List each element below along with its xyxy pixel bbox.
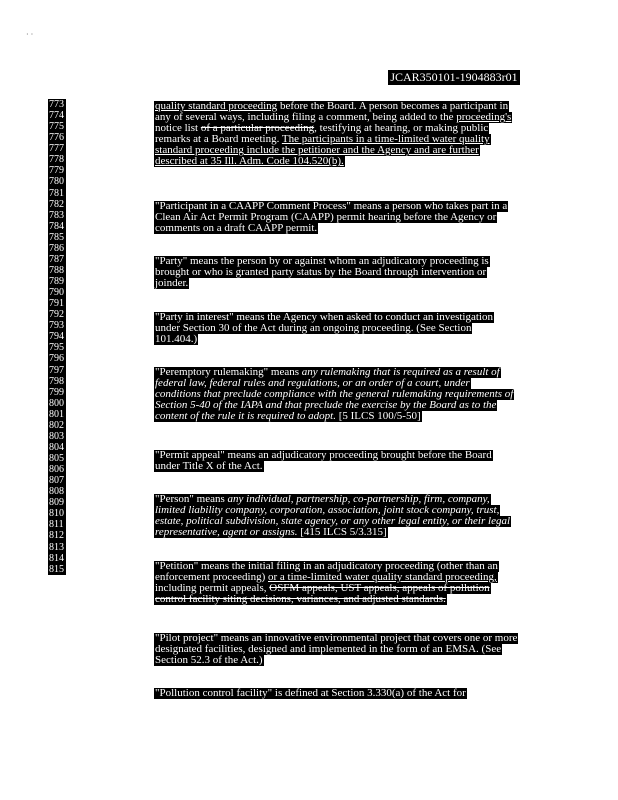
statutory-text: as to the — [456, 399, 497, 412]
text-run: remarks at a Board meeting. — [155, 133, 282, 146]
statutory-text: conditions that preclude compliance with the general rulemaking requirements of — [155, 388, 514, 401]
text-run: before the Board. A person becomes a participant in — [277, 100, 509, 112]
text-line: under Section 30 of the Act during an ongoing proceeding. (See Section — [155, 322, 472, 335]
line-number: 796 — [49, 353, 64, 365]
text-line: "Pilot project" means an innovative environmental project that covers one or more — [155, 632, 518, 644]
inserted-text: The participants in a time-limited water quality — [281, 133, 490, 146]
statutory-text: Section 5-40 of the IAPA and that preclude the exercise by the Board — [155, 399, 457, 412]
deleted-text: of a particular proceeding — [200, 122, 315, 135]
line-number: 810 — [49, 508, 64, 520]
paragraph-participant-caapp — [154, 199, 508, 235]
inserted-text: described at 35 Ill. Adm. Code 104.520(b). — [155, 155, 344, 168]
line-number: 783 — [49, 209, 64, 221]
line-number: 789 — [49, 276, 64, 287]
text-run: "Peremptory rulemaking" means — [155, 366, 302, 378]
text-line: joinder. — [155, 277, 189, 290]
text-line: "Party" means the person by or against whom an adjudicatory proceeding is — [155, 255, 489, 267]
text-line: "Permit appeal" means an adjudicatory proceeding brought before the Board — [155, 449, 492, 461]
paragraph-petition — [154, 559, 499, 606]
line-number: 802 — [49, 419, 64, 431]
statutory-text: federal law, federal rules and regulations, or an order of a court, under — [155, 377, 470, 390]
text-run: including permit appeals, — [155, 582, 270, 595]
line-number: 790 — [49, 287, 64, 299]
citation: [415 ILCS 5/3.315] — [297, 526, 387, 539]
line-number: 795 — [49, 342, 64, 354]
line-number: 814 — [49, 552, 64, 564]
line-number: 812 — [49, 530, 64, 542]
paragraph-pollution-control-facility — [154, 686, 509, 697]
text-line: "Participant in a CAAPP Comment Process" means a person who takes part in a — [155, 200, 508, 212]
text-run: , testifying at hearing, or making public — [314, 122, 489, 135]
scan-specks: · · — [26, 30, 34, 39]
line-number: 792 — [49, 309, 64, 321]
text-line: "Petition" means the initial filing in an adjudicatory proceeding (other than an — [155, 560, 498, 572]
text-line: brought or who is granted party status by the Board through intervention or — [155, 266, 487, 279]
text-line: "Pollution control facility" is defined at Section 3.330(a) of the Act for — [155, 687, 466, 699]
line-number: 778 — [49, 154, 64, 166]
line-number: 805 — [49, 453, 64, 464]
text-line: Section 52.3 of the Act.) — [155, 654, 263, 667]
line-number: 785 — [49, 231, 64, 243]
line-number: 779 — [49, 165, 64, 177]
citation: [5 ILCS 100/5-50] — [335, 410, 421, 423]
statutory-text: representative, agent or assigns. — [155, 526, 298, 539]
line-number: 808 — [49, 486, 64, 498]
line-number: 798 — [49, 375, 64, 387]
paragraph-party — [154, 254, 490, 290]
line-number: 782 — [49, 198, 64, 210]
inserted-text: proceeding's — [456, 111, 512, 124]
line-number: 815 — [49, 563, 64, 575]
line-number: 801 — [49, 408, 64, 420]
paragraph-party-in-interest — [154, 310, 494, 346]
line-number: 786 — [49, 242, 64, 254]
deleted-text: OSFM appeals, UST appeals, appeals of pollution — [269, 582, 490, 595]
text-run: notice list — [155, 122, 201, 135]
paragraph-peremptory-rulemaking — [154, 365, 514, 423]
line-number: 811 — [49, 519, 64, 531]
line-number: 809 — [49, 497, 64, 509]
text-line: Clean Air Act Permit Program (CAAPP) permit hearing before the Agency or — [155, 211, 497, 224]
text-line: comments on a draft CAAPP permit. — [155, 222, 318, 235]
paragraph-permit-appeal — [154, 448, 493, 473]
statutory-text: content of the rule it is required to adopt. — [155, 410, 336, 423]
line-number: 774 — [49, 110, 64, 122]
text-line: 101.404.) — [155, 333, 198, 346]
line-number: 776 — [49, 132, 64, 144]
statutory-text: estate, political subdivision, state agency, or any other legal entity, or their legal — [155, 515, 511, 528]
line-number: 797 — [49, 364, 64, 376]
statutory-text: any rulemaking that is required as a result of — [301, 366, 500, 378]
line-number: 803 — [49, 430, 64, 442]
line-number: 793 — [49, 320, 64, 332]
line-number: 807 — [49, 475, 64, 487]
inserted-text: quality standard proceeding — [155, 100, 278, 112]
line-number-gutter — [48, 99, 66, 575]
line-number: 781 — [49, 187, 64, 199]
text-run: enforcement proceeding) — [155, 571, 268, 584]
statutory-text: limited liability company, corporation, association, joint stock company, trust, — [155, 504, 500, 517]
line-number: 799 — [49, 386, 64, 398]
line-number: 800 — [49, 397, 64, 409]
line-number: 780 — [49, 176, 64, 188]
line-number: 787 — [49, 253, 64, 265]
line-number: 804 — [49, 441, 64, 453]
line-number: 791 — [49, 298, 64, 310]
paragraph-pilot-project — [154, 631, 518, 667]
line-number: 775 — [49, 121, 64, 133]
text-line: designated facilities, designed and implemented in the form of an EMSA. (See — [155, 643, 502, 656]
faded-text: purposes — [468, 687, 508, 699]
line-number: 806 — [49, 464, 64, 476]
text-line: "Party in interest" means the Agency when asked to conduct an investigation — [155, 311, 493, 323]
inserted-text: or a time-limited water quality standard proceeding, — [268, 571, 497, 584]
line-number: 794 — [49, 331, 64, 343]
inserted-text: standard proceeding include the petitioner and the Agency and are further — [155, 144, 479, 157]
paragraph-participant-tlwqs — [154, 99, 512, 168]
line-number: 813 — [49, 541, 64, 553]
line-number: 777 — [49, 143, 64, 155]
text-run: "Person" means — [155, 493, 228, 505]
line-number: 788 — [49, 264, 64, 276]
paragraph-person — [154, 492, 511, 539]
line-number: 784 — [49, 220, 64, 232]
document-id-header: JCAR350101-1904883r01 — [388, 70, 520, 85]
text-line: under Title X of the Act. — [155, 460, 263, 473]
statutory-text: any individual, partnership, co-partnership, firm, company, — [227, 493, 490, 505]
deleted-text: control facility siting decisions, variances, and adjusted standards. — [155, 593, 446, 606]
line-number: 773 — [49, 99, 64, 110]
text-run: any of several ways, including filing a comment, being added to the — [155, 111, 457, 124]
